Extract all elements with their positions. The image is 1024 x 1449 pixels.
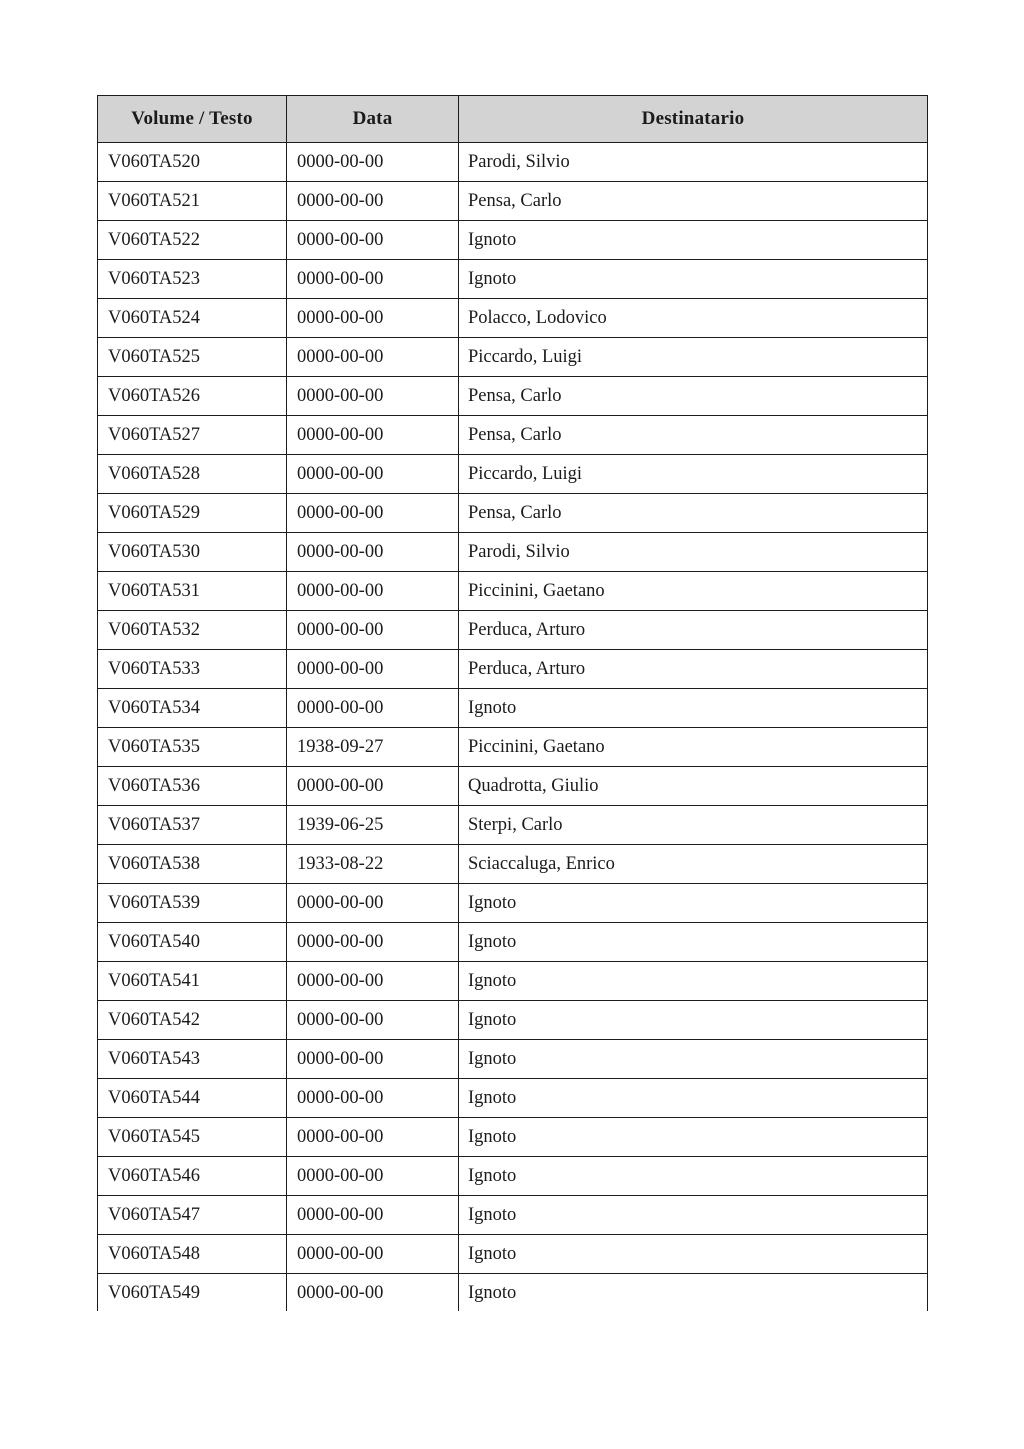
table-row (98, 806, 928, 845)
cell-data: 0000-00-00 (287, 143, 459, 182)
cell-destinatario: Ignoto (459, 1040, 928, 1079)
cell-destinatario: Perduca, Arturo (459, 611, 928, 650)
cell-volume-testo: V060TA544 (98, 1079, 287, 1118)
cell-volume-testo: V060TA536 (98, 767, 287, 806)
cell-volume-testo: V060TA523 (98, 260, 287, 299)
table-row (98, 923, 928, 962)
cell-destinatario: Piccardo, Luigi (459, 455, 928, 494)
cell-data: 0000-00-00 (287, 416, 459, 455)
cell-destinatario: Ignoto (459, 1196, 928, 1235)
cell-data: 0000-00-00 (287, 338, 459, 377)
cell-volume-testo: V060TA546 (98, 1157, 287, 1196)
cell-data: 0000-00-00 (287, 1274, 459, 1312)
cell-destinatario: Ignoto (459, 1001, 928, 1040)
cell-data: 0000-00-00 (287, 221, 459, 260)
cell-destinatario: Ignoto (459, 1235, 928, 1274)
table-row (98, 299, 928, 338)
cell-data: 0000-00-00 (287, 1235, 459, 1274)
table-row (98, 1235, 928, 1274)
cell-volume-testo: V060TA535 (98, 728, 287, 767)
cell-destinatario: Ignoto (459, 884, 928, 923)
cell-destinatario: Pensa, Carlo (459, 494, 928, 533)
archive-table (97, 95, 928, 1311)
cell-data: 0000-00-00 (287, 650, 459, 689)
cell-destinatario: Ignoto (459, 221, 928, 260)
cell-data: 0000-00-00 (287, 1001, 459, 1040)
table-row (98, 1040, 928, 1079)
cell-volume-testo: V060TA548 (98, 1235, 287, 1274)
cell-volume-testo: V060TA528 (98, 455, 287, 494)
cell-destinatario: Piccinini, Gaetano (459, 572, 928, 611)
table-body (98, 143, 928, 1312)
cell-destinatario: Pensa, Carlo (459, 377, 928, 416)
table-row (98, 572, 928, 611)
cell-data: 0000-00-00 (287, 1157, 459, 1196)
column-header-data: Data (287, 96, 459, 143)
table-row (98, 1274, 928, 1312)
cell-volume-testo: V060TA533 (98, 650, 287, 689)
cell-volume-testo: V060TA527 (98, 416, 287, 455)
cell-volume-testo: V060TA549 (98, 1274, 287, 1312)
table-row (98, 650, 928, 689)
cell-data: 0000-00-00 (287, 884, 459, 923)
table-header (98, 96, 928, 143)
cell-volume-testo: V060TA530 (98, 533, 287, 572)
cell-volume-testo: V060TA525 (98, 338, 287, 377)
cell-volume-testo: V060TA540 (98, 923, 287, 962)
cell-destinatario: Pensa, Carlo (459, 416, 928, 455)
cell-destinatario: Ignoto (459, 962, 928, 1001)
table-row (98, 221, 928, 260)
cell-data: 0000-00-00 (287, 611, 459, 650)
table-row (98, 767, 928, 806)
table-row (98, 416, 928, 455)
cell-destinatario: Piccinini, Gaetano (459, 728, 928, 767)
table-row (98, 143, 928, 182)
header-row (98, 96, 928, 143)
table-row (98, 338, 928, 377)
column-header-destinatario: Destinatario (459, 96, 928, 143)
cell-destinatario: Parodi, Silvio (459, 143, 928, 182)
cell-data: 0000-00-00 (287, 1118, 459, 1157)
table-row (98, 689, 928, 728)
cell-volume-testo: V060TA521 (98, 182, 287, 221)
table-row (98, 884, 928, 923)
cell-data: 0000-00-00 (287, 923, 459, 962)
cell-data: 0000-00-00 (287, 377, 459, 416)
cell-data: 0000-00-00 (287, 962, 459, 1001)
table-row (98, 1157, 928, 1196)
table-row (98, 533, 928, 572)
cell-data: 0000-00-00 (287, 494, 459, 533)
cell-volume-testo: V060TA532 (98, 611, 287, 650)
cell-destinatario: Sciaccaluga, Enrico (459, 845, 928, 884)
table-row (98, 182, 928, 221)
cell-destinatario: Piccardo, Luigi (459, 338, 928, 377)
cell-destinatario: Sterpi, Carlo (459, 806, 928, 845)
table-row (98, 962, 928, 1001)
cell-data: 1939-06-25 (287, 806, 459, 845)
cell-data: 0000-00-00 (287, 299, 459, 338)
table-row (98, 728, 928, 767)
table-row (98, 260, 928, 299)
cell-volume-testo: V060TA522 (98, 221, 287, 260)
cell-data: 0000-00-00 (287, 572, 459, 611)
cell-volume-testo: V060TA531 (98, 572, 287, 611)
cell-volume-testo: V060TA529 (98, 494, 287, 533)
cell-volume-testo: V060TA542 (98, 1001, 287, 1040)
cell-data: 0000-00-00 (287, 767, 459, 806)
cell-destinatario: Ignoto (459, 260, 928, 299)
cell-destinatario: Ignoto (459, 1079, 928, 1118)
cell-volume-testo: V060TA526 (98, 377, 287, 416)
table-row (98, 377, 928, 416)
table-row (98, 1118, 928, 1157)
cell-destinatario: Polacco, Lodovico (459, 299, 928, 338)
cell-destinatario: Quadrotta, Giulio (459, 767, 928, 806)
cell-volume-testo: V060TA524 (98, 299, 287, 338)
cell-volume-testo: V060TA539 (98, 884, 287, 923)
cell-destinatario: Ignoto (459, 923, 928, 962)
cell-data: 0000-00-00 (287, 689, 459, 728)
cell-volume-testo: V060TA541 (98, 962, 287, 1001)
cell-destinatario: Parodi, Silvio (459, 533, 928, 572)
table-row (98, 494, 928, 533)
cell-data: 0000-00-00 (287, 1079, 459, 1118)
cell-volume-testo: V060TA545 (98, 1118, 287, 1157)
cell-destinatario: Ignoto (459, 1157, 928, 1196)
cell-destinatario: Ignoto (459, 1118, 928, 1157)
cell-volume-testo: V060TA543 (98, 1040, 287, 1079)
cell-volume-testo: V060TA534 (98, 689, 287, 728)
cell-data: 1938-09-27 (287, 728, 459, 767)
table-row (98, 1001, 928, 1040)
cell-data: 0000-00-00 (287, 182, 459, 221)
table-row (98, 611, 928, 650)
table-row (98, 1079, 928, 1118)
document-page (97, 95, 928, 1311)
cell-destinatario: Pensa, Carlo (459, 182, 928, 221)
cell-data: 0000-00-00 (287, 533, 459, 572)
cell-data: 0000-00-00 (287, 260, 459, 299)
cell-volume-testo: V060TA538 (98, 845, 287, 884)
table-row (98, 1196, 928, 1235)
table-row (98, 455, 928, 494)
cell-data: 1933-08-22 (287, 845, 459, 884)
cell-destinatario: Perduca, Arturo (459, 650, 928, 689)
cell-destinatario: Ignoto (459, 689, 928, 728)
cell-volume-testo: V060TA537 (98, 806, 287, 845)
cell-data: 0000-00-00 (287, 1040, 459, 1079)
cell-destinatario: Ignoto (459, 1274, 928, 1312)
table-row (98, 845, 928, 884)
column-header-volume-testo: Volume / Testo (98, 96, 287, 143)
cell-data: 0000-00-00 (287, 1196, 459, 1235)
cell-volume-testo: V060TA547 (98, 1196, 287, 1235)
cell-volume-testo: V060TA520 (98, 143, 287, 182)
cell-data: 0000-00-00 (287, 455, 459, 494)
